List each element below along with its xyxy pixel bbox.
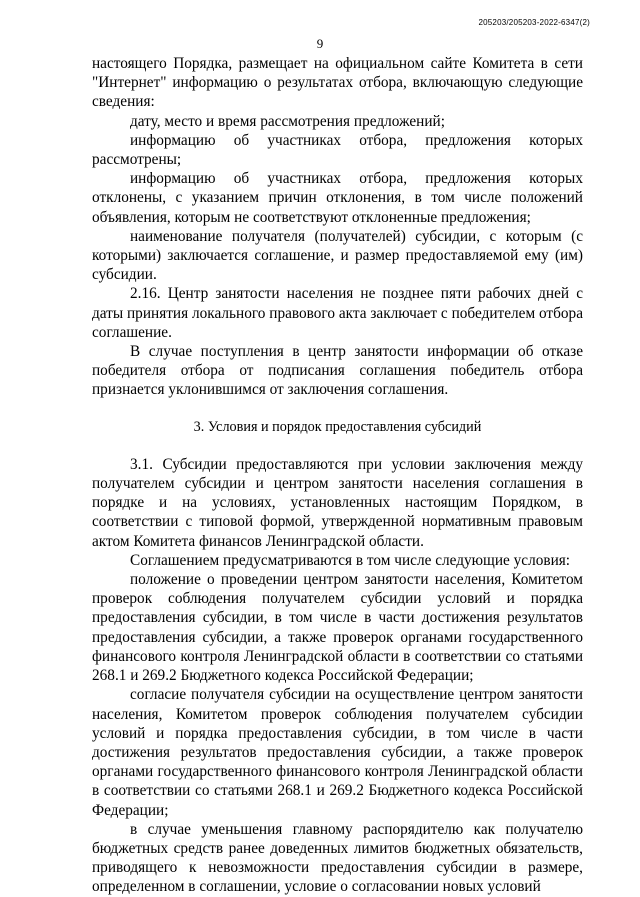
paragraph-intro: настоящего Порядка, размещает на официальном сайте Комитета в сети "Интернет" информацию о результатах отбора, включающую следующие сведения: bbox=[92, 55, 583, 111]
paragraph-refusal: В случае поступления в центр занятости информации об отказе победителя отбора от подписания соглашения победитель отбора признается уклонившимся от заключения соглашения. bbox=[92, 343, 583, 399]
paragraph-date: дату, место и время рассмотрения предложений; bbox=[130, 112, 445, 130]
paragraph-condition-3: в случае уменьшения главному распорядителю как получателю бюджетных средств ранее доведенных лимитов бюджетных обязательств, приводящего к невозможности предоставления субсидии в размере, определенном в соглашении, условие о согласовании новых условий bbox=[92, 820, 583, 896]
paragraph-conditions: Соглашением предусматриваются в том числе следующие условия: bbox=[130, 551, 571, 569]
paragraph-considered: информацию об участниках отбора, предложения которых рассмотрены; bbox=[92, 131, 583, 169]
paragraph-3-1: 3.1. Субсидии предоставляются при условии заключения между получателем субсидии и центром занятости населения соглашения в порядке и на условиях, установленных настоящим Порядком, в соответствии с типовой формой, утвержденной нормативным правовым актом Комитета финансов Ленинградской области. bbox=[92, 455, 583, 550]
paragraph-condition-2: согласие получателя субсидии на осуществление центром занятости населения, Комитетом проверок соблюдения получателем субсидии условий и порядка предоставления субсидии, в том числе в части достижения результатов предоставления субсидии, а также проверок органами государственного финансового контроля Ленинградской области в соответствии со статьями 268.1 и 269.2 Бюджетного кодекса Российской Федерации; bbox=[92, 686, 583, 819]
document-id: 205203/205203-2022-6347(2) bbox=[478, 18, 590, 27]
page-number: 9 bbox=[316, 36, 324, 51]
section-heading: 3. Условия и порядок предоставления субсидий bbox=[193, 418, 482, 435]
document-body bbox=[92, 54, 583, 897]
paragraph-recipient: наименование получателя (получателей) субсидии, с которым (с которыми) заключается соглашение, и размер предоставляемой ему (им) субсидии. bbox=[92, 227, 583, 284]
paragraph-rejected: информацию об участниках отбора, предложения которых отклонены, с указанием причин отклонения, в том числе положений объявления, которым не соответствуют отклоненные предложения; bbox=[92, 170, 583, 226]
paragraph-condition-1: положение о проведении центром занятости населения, Комитетом проверок соблюдения получателем субсидии условий и порядка предоставления субсидии, в том числе в части достижения результатов предоставления субсидии, а также проверок органами государственного финансового контроля Ленинградской области в соответствии со статьями 268.1 и 269.2 Бюджетного кодекса Российской Федерации; bbox=[92, 571, 583, 685]
paragraph-2-16: 2.16. Центр занятости населения не позднее пяти рабочих дней с даты принятия локального правового акта заключает с победителем отбора соглашение. bbox=[92, 285, 583, 341]
